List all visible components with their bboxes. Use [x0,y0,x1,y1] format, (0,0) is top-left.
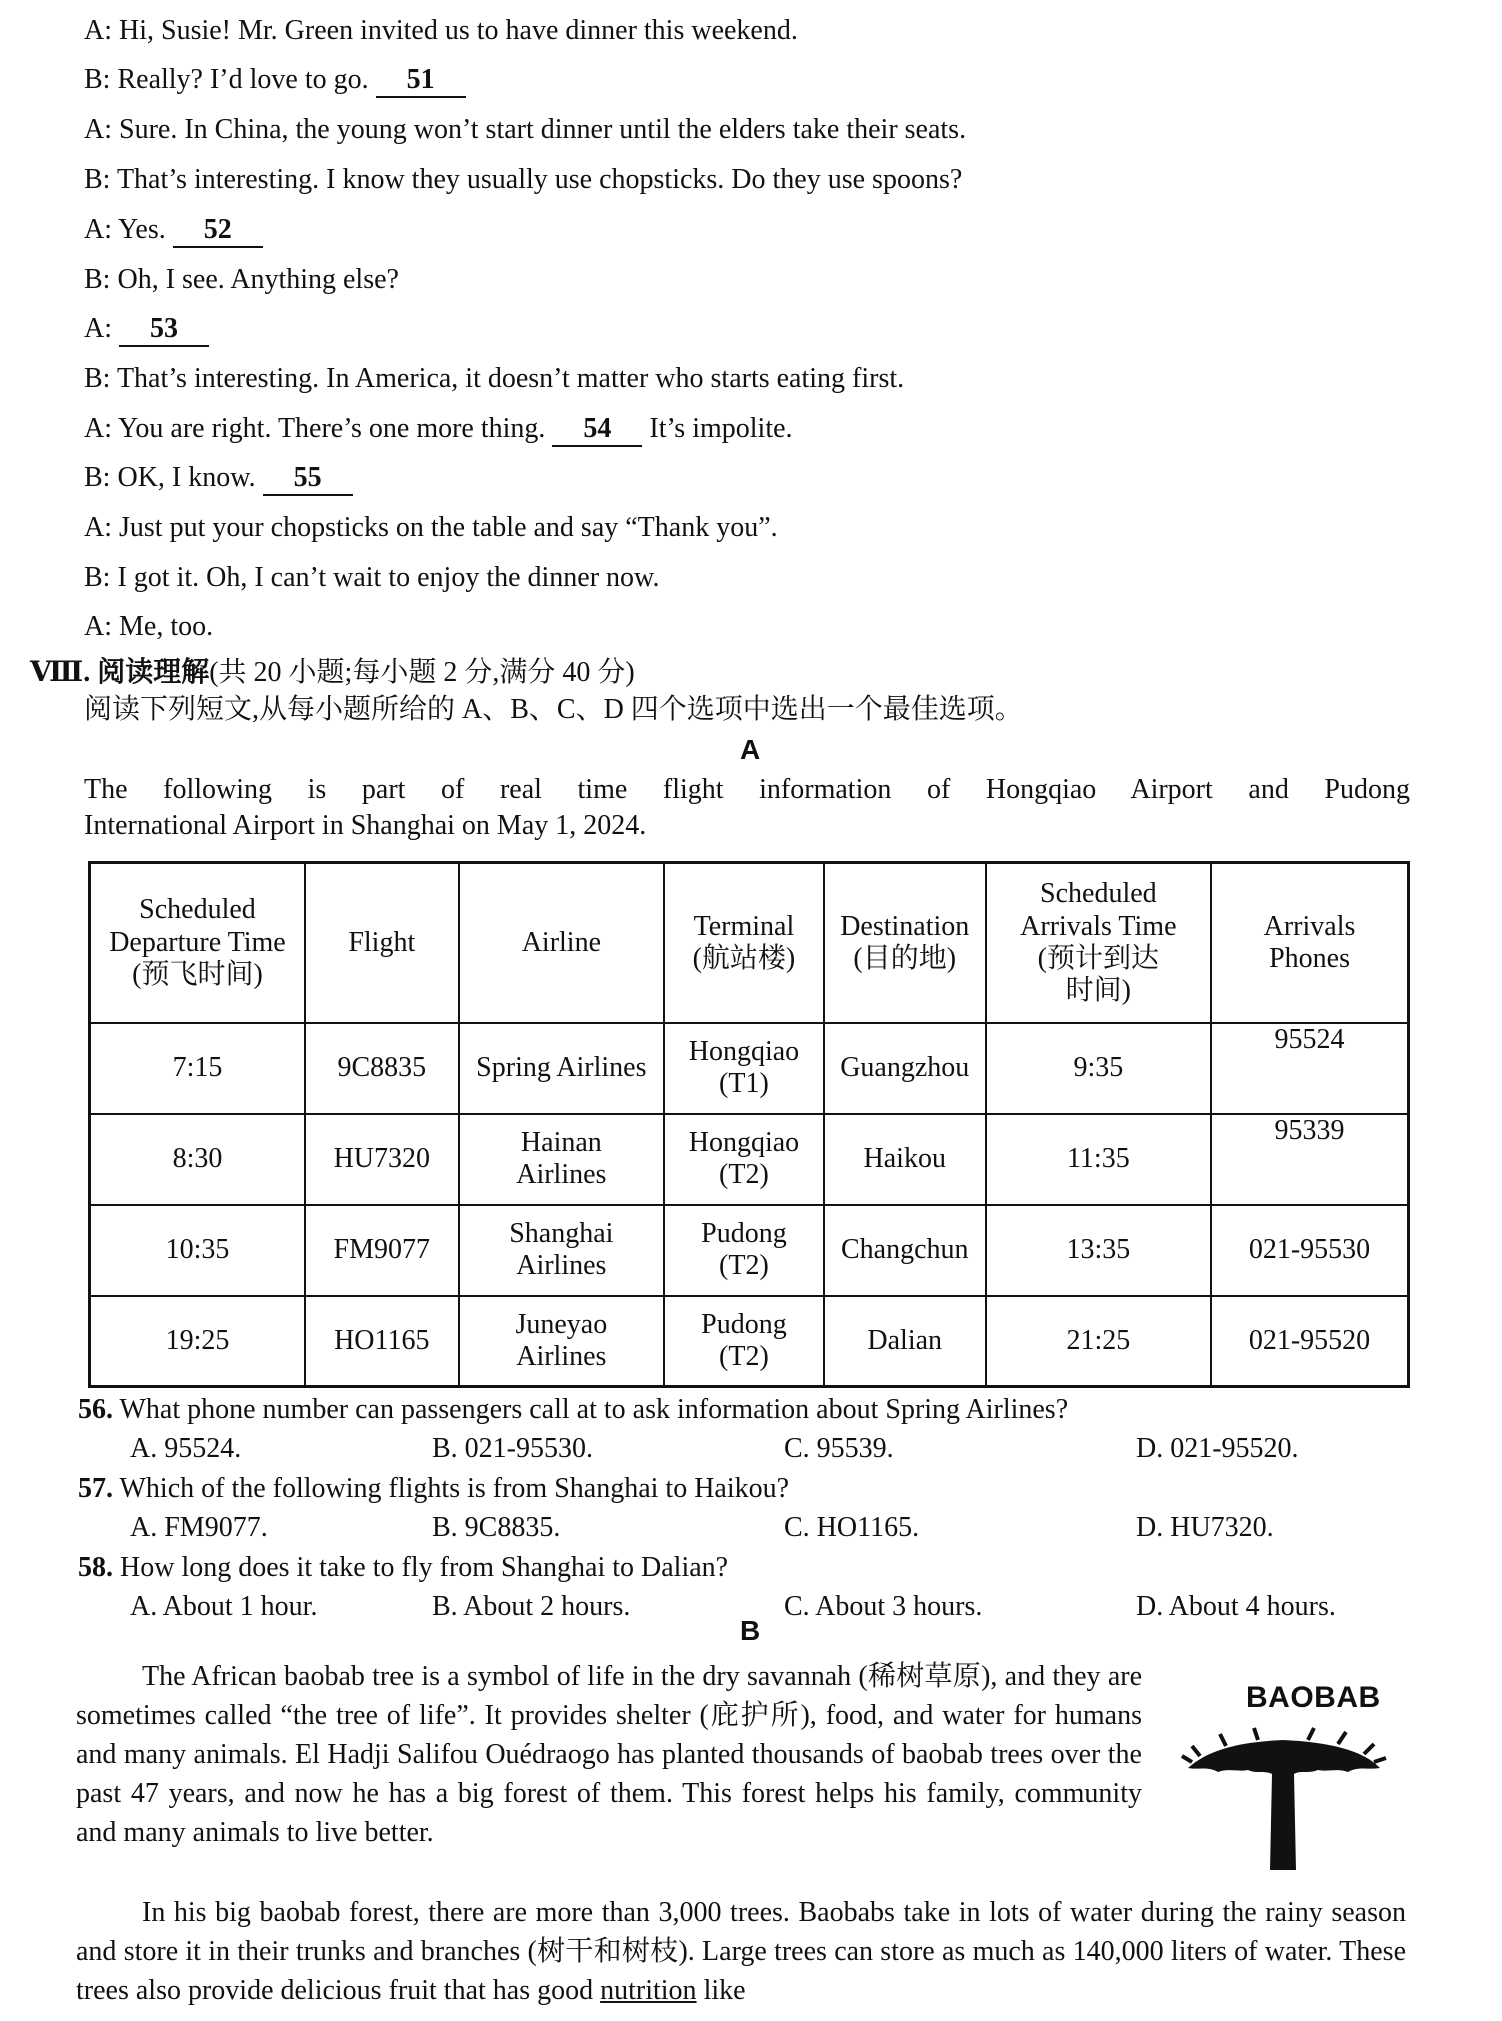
dialogue-line [84,263,399,297]
question-number: 58. [78,1552,113,1583]
passage-a-intro-line2: International Airport in Shanghai on May 1, 2024. [84,810,647,841]
table-cell: FM9077 [305,1205,459,1296]
table-header-cell: Flight [305,863,459,1023]
answer-option[interactable]: A. FM9077. [130,1512,268,1543]
question [78,1472,789,1506]
section-note: (共 20 小题;每小题 2 分,满分 40 分) [209,657,635,688]
answer-option[interactable]: C. About 3 hours. [784,1591,983,1622]
dialogue-line [84,63,466,98]
answer-option[interactable]: C. HO1165. [784,1512,920,1543]
dialogue-line [84,461,353,496]
dialogue-line [84,412,793,447]
answer-option[interactable]: C. 95539. [784,1433,894,1464]
table-cell: Hongqiao (T2) [664,1114,824,1205]
dialogue-line [84,561,659,595]
question-number: 56. [78,1394,113,1425]
table-row [90,1114,1409,1205]
answer-option[interactable]: A. About 1 hour. [130,1591,318,1622]
dialogue-line [84,610,213,644]
table-cell: 9C8835 [305,1023,459,1114]
table-cell: 19:25 [90,1296,305,1387]
answer-option[interactable]: B. 9C8835. [432,1512,561,1543]
table-cell: Changchun [824,1205,986,1296]
passage-b-paragraph-2 [76,1893,1406,2010]
speaker-label: A: [84,413,118,444]
dialogue-text: That’s interesting. I know they usually use chopsticks. Do they use spoons? [116,164,963,195]
table-cell: 9:35 [986,1023,1211,1114]
dialogue-text: I got it. Oh, I can’t wait to enjoy the dinner now. [117,562,660,593]
dialogue-text: That’s interesting. In America, it doesn’t matter who starts eating first. [116,363,905,394]
dialogue-text: You are right. There’s one more thing. [117,413,553,444]
table-cell: 13:35 [986,1205,1211,1296]
speaker-label: A: [84,313,119,344]
dialogue-line [84,362,904,396]
table-cell: Dalian [824,1296,986,1387]
table-cell: Pudong (T2) [664,1205,824,1296]
table-cell: 21:25 [986,1296,1211,1387]
section-header [30,656,635,690]
answer-option[interactable]: D. About 4 hours. [1136,1591,1336,1622]
speaker-label: A: [84,15,119,46]
answer-option[interactable]: A. 95524. [130,1433,242,1464]
dialogue-text: Just put your chopsticks on the table and say “Thank you”. [119,512,778,543]
passage-b-letter: B [740,1615,761,1646]
dialogue-line [84,14,798,48]
answer-blank[interactable]: 54 [552,414,642,447]
table-header-cell: Arrivals Phones [1211,863,1408,1023]
speaker-label: B: [84,164,117,195]
question [78,1551,728,1585]
speaker-label: B: [84,363,117,394]
table-header-cell: Terminal (航站楼) [664,863,824,1023]
passage-a-intro-line1: The following is part of real time flight information of Hongqiao Airport and Pudong [84,774,1410,805]
table-header-cell: Scheduled Departure Time (预飞时间) [90,863,305,1023]
speaker-label: B: [84,462,118,493]
table-cell: Juneyao Airlines [459,1296,664,1387]
table-row [90,1296,1409,1387]
table-cell: 8:30 [90,1114,305,1205]
section-instruction: 阅读下列短文,从每小题所给的 A、B、C、D 四个选项中选出一个最佳选项。 [84,694,1023,725]
answer-option[interactable]: B. About 2 hours. [432,1591,631,1622]
answer-option[interactable]: B. 021-95530. [432,1433,593,1464]
table-cell: Hongqiao (T1) [664,1023,824,1114]
speaker-label: A: [84,512,119,543]
answer-blank[interactable]: 55 [263,463,353,496]
dialogue-line [84,312,209,347]
section-title: 阅读理解 [97,657,210,688]
para2-end: like [703,1975,746,2006]
table-cell: 10:35 [90,1205,305,1296]
question [78,1393,1068,1427]
speaker-label: B: [84,562,118,593]
question-text: What phone number can passengers call at to ask information about Spring Airlines? [113,1394,1069,1425]
dialogue-line [84,213,263,248]
table-cell: 11:35 [986,1114,1211,1205]
answer-blank[interactable]: 52 [173,215,263,248]
table-cell: Hainan Airlines [459,1114,664,1205]
table-cell: 95339 [1211,1114,1408,1205]
dialogue-text: Sure. In China, the young won’t start dinner until the elders take their seats. [119,114,967,145]
dialogue-text: Hi, Susie! Mr. Green invited us to have dinner this weekend. [119,15,798,46]
passage-a-letter: A [740,734,761,765]
dialogue-line [84,113,966,147]
answer-blank[interactable]: 51 [376,65,466,98]
table-cell: Haikou [824,1114,986,1205]
dialogue-text: Really? I’d love to go. [117,64,376,95]
dialogue-line [84,163,962,197]
question-text: How long does it take to fly from Shanghai to Dalian? [113,1552,729,1583]
table-cell: 95524 [1211,1023,1408,1114]
table-cell: Spring Airlines [459,1023,664,1114]
passage-b-paragraph-1: The African baobab tree is a symbol of life in the dry savannah (稀树草原), and they are sometimes called “the tree of life”. It provides shelter (庇护所), food, and water for humans and many animals. El Hadji Salifou Ouédraogo has planted thousands of baobab trees over the past 47 years, and now he has a big forest of them. This forest helps his family, community and many animals to live better. [76,1661,1142,1848]
dialogue-text: Me, too. [119,611,214,642]
answer-blank[interactable]: 53 [119,314,209,347]
para2-underlined-word: nutrition [600,1975,697,2006]
dialogue-text: OK, I know. [117,462,263,493]
section-number: Ⅷ. [30,657,91,688]
flight-table [88,861,1410,1388]
table-cell: HU7320 [305,1114,459,1205]
baobab-tree-icon [1178,1720,1388,1870]
dialogue-line [84,511,778,545]
table-header-cell: Airline [459,863,664,1023]
question-number: 57. [78,1473,113,1504]
table-cell: Pudong (T2) [664,1296,824,1387]
table-cell: Guangzhou [824,1023,986,1114]
table-cell: 7:15 [90,1023,305,1114]
table-cell: 021-95530 [1211,1205,1408,1296]
para2-text: In his big baobab forest, there are more than 3,000 trees. Baobabs take in lots of water during the rainy season and store it in their trunks and branches (树干和树枝). Large trees can store as much as 140,000 liters of water. These trees also provide delicious fruit that has good [76,1897,1406,2006]
speaker-label: A: [84,611,119,642]
table-row [90,1205,1409,1296]
table-header-cell: Destination (目的地) [824,863,986,1023]
dialogue-text: It’s impolite. [642,413,793,444]
table-cell: 021-95520 [1211,1296,1408,1387]
dialogue-text: Yes. [117,214,173,245]
table-cell: HO1165 [305,1296,459,1387]
question-text: Which of the following flights is from Shanghai to Haikou? [113,1473,790,1504]
speaker-label: B: [84,64,118,95]
table-cell: Shanghai Airlines [459,1205,664,1296]
table-row [90,1023,1409,1114]
answer-option[interactable]: D. HU7320. [1136,1512,1274,1543]
baobab-image-label: BAOBAB [1246,1681,1381,1714]
table-header-row [90,863,1409,1023]
speaker-label: B: [84,264,118,295]
table-header-cell: Scheduled Arrivals Time (预计到达 时间) [986,863,1211,1023]
speaker-label: A: [84,214,118,245]
table-body [90,1023,1409,1387]
speaker-label: A: [84,114,119,145]
dialogue-text: Oh, I see. Anything else? [117,264,399,295]
answer-option[interactable]: D. 021-95520. [1136,1433,1299,1464]
